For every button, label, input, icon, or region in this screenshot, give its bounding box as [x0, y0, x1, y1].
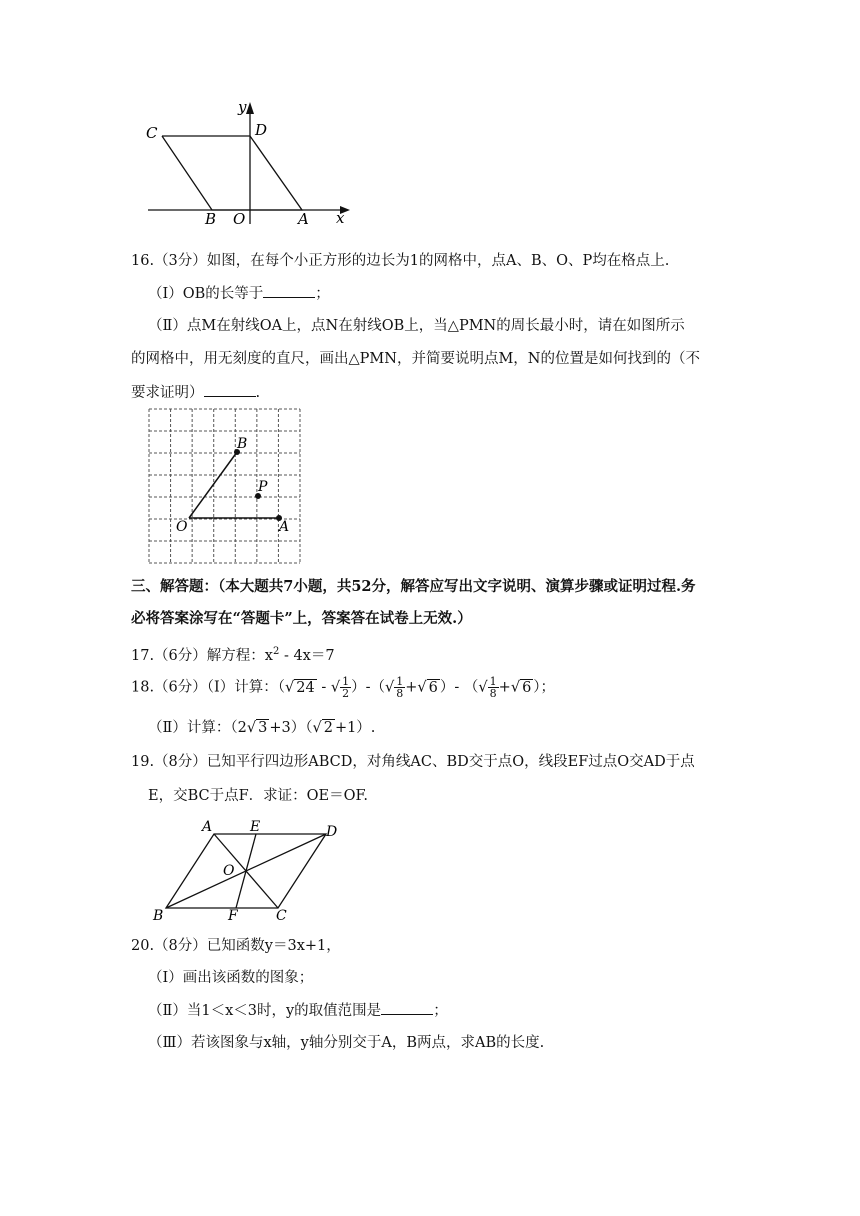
q16-part1-end: ；	[315, 286, 330, 302]
fig19-label-o: O	[223, 863, 235, 879]
q18-part2-mid: +3）（	[269, 720, 313, 736]
q18-radicand-24: 24	[296, 679, 315, 696]
q20-part1: （Ⅰ）画出该函数的图象；	[148, 970, 314, 986]
q16-part1	[148, 283, 330, 304]
q18-prefix: 18.（6分）（Ⅰ）计算：（	[131, 679, 286, 696]
q16-part2-end: .	[255, 385, 261, 401]
figure-grid	[147, 407, 307, 565]
fig19-label-a: A	[202, 819, 213, 835]
q18-end: ）；	[533, 679, 556, 696]
q18-frac3-den: 8	[489, 687, 497, 700]
grid-label-o: O	[176, 519, 188, 535]
sqrt-sign-3: √	[385, 679, 395, 696]
q16-stem: 16.（3分）如图，在每个小正方形的边长为1的网格中，点A、B、O、P均在格点上.	[131, 253, 670, 269]
q18-part2-end: +1）.	[334, 720, 376, 736]
q18-frac2	[394, 676, 405, 699]
q16-part2-blank[interactable]	[204, 382, 256, 397]
q18-frac1	[340, 676, 351, 699]
fig19-label-c: C	[276, 908, 287, 924]
q16-part2-line3-text: 要求证明）	[131, 385, 204, 401]
q19-line2: E，交BC于点F．求证：OE＝OF.	[148, 788, 368, 804]
q20-stem: 20.（8分）已知函数y＝3x+1，	[131, 938, 341, 954]
q18-frac3-num: 1	[489, 675, 497, 688]
q18-radicand-6: 6	[428, 679, 438, 696]
fig15-label-a: A	[298, 210, 309, 228]
fig15-label-x: x	[336, 209, 345, 227]
fig19-label-f: F	[228, 908, 238, 924]
figure-parallelogram-axes	[140, 96, 360, 231]
q17-prefix: 17.（6分）解方程：x	[131, 647, 273, 664]
grid-label-a: A	[279, 519, 290, 535]
sqrt-sign-5: √	[478, 679, 488, 696]
q18-radicand-2: 2	[323, 720, 333, 736]
q18-part1	[131, 676, 555, 699]
sqrt-sign-1: √	[285, 679, 295, 696]
fig15-label-o: O	[233, 210, 246, 228]
q17	[131, 642, 335, 666]
fig19-label-e: E	[250, 819, 261, 835]
q20-part2-text: （Ⅱ）当1＜x＜3时，y的取值范围是	[148, 1003, 382, 1019]
q18-plus: +	[405, 679, 418, 696]
q18-mid: ）-（	[351, 679, 385, 696]
q18-part2-prefix: （Ⅱ）计算：（2	[148, 720, 247, 736]
q18-frac2-den: 8	[396, 687, 404, 700]
sqrt-sign-6: √	[510, 679, 521, 696]
q18-mid2: ）- （	[439, 679, 479, 696]
q17-suffix: - 4x＝7	[279, 647, 335, 664]
q18-minus: -	[316, 679, 331, 696]
sqrt-sign-8: √	[312, 720, 322, 736]
q16-part1-text: （Ⅰ）OB的长等于	[148, 286, 264, 302]
grid-label-p: P	[258, 479, 268, 495]
q18-frac1-num: 1	[342, 675, 350, 688]
q16-part2-line1: （Ⅱ）点M在射线OA上，点N在射线OB上，当△PMN的周长最小时，请在如图所示	[148, 318, 685, 334]
sqrt-sign-4: √	[417, 679, 427, 696]
sqrt-sign-7: √	[246, 720, 257, 736]
q17-exponent: 2	[272, 646, 280, 657]
q18-radicand-3: 3	[258, 720, 268, 736]
q20-part3: （Ⅲ）若该图象与x轴，y轴分别交于A，B两点，求AB的长度.	[148, 1035, 545, 1051]
q18-plus2: +	[498, 679, 511, 696]
sqrt-sign-2: √	[330, 679, 341, 696]
fig15-label-b: B	[205, 210, 217, 228]
fig15-label-y: y	[238, 98, 247, 116]
fig15-label-d: D	[255, 121, 268, 139]
figure-parallelogram-abcd	[148, 816, 348, 926]
fig19-label-b: B	[153, 908, 164, 924]
q16-part1-blank[interactable]	[263, 283, 315, 298]
grid-label-b: B	[237, 436, 248, 452]
fig19-label-d: D	[326, 824, 338, 840]
q18-radicand-6b: 6	[522, 679, 532, 696]
section3-heading-line2: 必将答案涂写在“答题卡”上，答案答在试卷上无效.）	[131, 610, 472, 627]
q20-part2-blank[interactable]	[381, 1000, 433, 1015]
q20-part2-end: ；	[433, 1003, 448, 1019]
fig15-label-c: C	[146, 124, 158, 142]
q16-part2-line3	[131, 382, 260, 403]
q20-part2	[148, 1000, 448, 1021]
section3-heading-line1: 三、解答题：（本大题共7小题，共52分，解答应写出文字说明、演算步骤或证明过程.务	[131, 578, 696, 595]
q18-frac3	[488, 676, 499, 699]
q19-line1: 19.（8分）已知平行四边形ABCD，对角线AC、BD交于点O，线段EF过点O交AD于点	[131, 754, 695, 770]
q18-frac2-num: 1	[396, 675, 404, 688]
q18-part2	[148, 718, 375, 738]
q18-frac1-den: 2	[342, 687, 350, 700]
q16-part2-line2: 的网格中，用无刻度的直尺，画出△PMN，并简要说明点M，N的位置是如何找到的（不	[131, 351, 700, 367]
